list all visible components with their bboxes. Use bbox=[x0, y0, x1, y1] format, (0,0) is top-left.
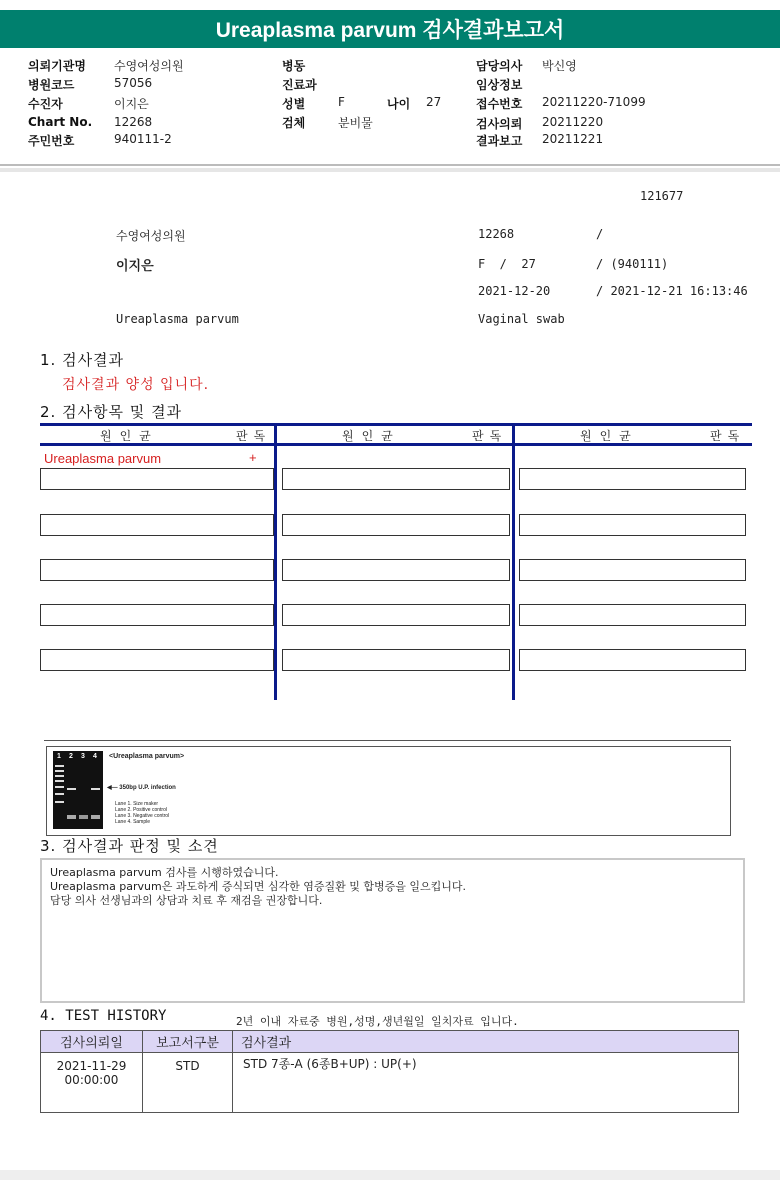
gel-band bbox=[55, 775, 64, 777]
chart-no: 12268 bbox=[114, 115, 153, 129]
gel-lane-number: 4 bbox=[93, 753, 97, 760]
gel-lane-number: 1 bbox=[57, 753, 61, 760]
sex-label: 성별 bbox=[282, 97, 306, 111]
gel-electrophoresis-image bbox=[53, 751, 103, 829]
ward-label: 병동 bbox=[282, 59, 306, 73]
grid-top-rule bbox=[40, 423, 752, 426]
report-code: 121677 bbox=[640, 189, 684, 203]
sex-value: F bbox=[338, 95, 345, 109]
history-header-type: 보고서구분 bbox=[143, 1031, 233, 1053]
gel-band bbox=[55, 801, 64, 803]
info-date-report: / 2021-12-21 16:13:46 bbox=[596, 284, 748, 298]
gel-band bbox=[67, 788, 76, 790]
gel-divider bbox=[44, 740, 731, 741]
resident-no-label: 주민번호 bbox=[28, 134, 75, 148]
section3-title: 3. 검사결과 판정 및 소견 bbox=[40, 837, 219, 855]
hospital-name: 수영여성의원 bbox=[114, 59, 184, 73]
report-label: 결과보고 bbox=[476, 134, 523, 148]
specimen-label: 검체 bbox=[282, 116, 306, 130]
request-label: 검사의뢰 bbox=[476, 117, 523, 131]
result-judgement: + bbox=[249, 450, 257, 465]
gel-band bbox=[91, 788, 100, 790]
result-cell bbox=[40, 559, 274, 581]
result-cell bbox=[519, 514, 746, 536]
age-label: 나이 bbox=[387, 97, 411, 111]
history-type: STD bbox=[143, 1053, 233, 1113]
section4-title: 4. TEST HISTORY bbox=[40, 1008, 167, 1024]
result-cell bbox=[519, 468, 746, 490]
history-note: 2년 이내 자료중 병원,성명,생년월일 일치자료 입니다. bbox=[236, 1015, 519, 1028]
gel-legend-item: Lane 1. Size maker bbox=[115, 801, 159, 807]
report-header bbox=[0, 48, 780, 166]
result-cell bbox=[519, 559, 746, 581]
info-patient: 이지은 bbox=[116, 259, 154, 274]
gel-band bbox=[55, 780, 64, 782]
result-cell bbox=[282, 649, 510, 671]
grid-header-rule bbox=[40, 443, 752, 446]
result-cell bbox=[282, 559, 510, 581]
history-time: 00:00:00 bbox=[64, 1073, 119, 1087]
info-test-name: Ureaplasma parvum bbox=[116, 312, 239, 326]
gel-band bbox=[55, 770, 64, 772]
info-chart: 12268 bbox=[478, 227, 515, 241]
age-value: 27 bbox=[426, 95, 442, 109]
result-cell bbox=[40, 649, 274, 671]
opinion-line: Ureaplasma parvum은 과도하게 증식되면 심각한 염증질환 및 합병증을 일으킵니다. bbox=[50, 880, 466, 893]
gel-legend-item: Lane 2. Positive control bbox=[115, 807, 167, 813]
result-cell bbox=[282, 514, 510, 536]
chart-no-label: Chart No. bbox=[28, 115, 93, 129]
specimen-value: 분비물 bbox=[338, 116, 373, 130]
report-date: 20211221 bbox=[542, 132, 604, 146]
info-specimen: Vaginal swab bbox=[478, 312, 565, 326]
info-sex-age: F / 27 bbox=[478, 257, 536, 271]
col-header-judge: 판독 bbox=[472, 429, 508, 443]
col-header-organism: 원인균 bbox=[580, 429, 639, 443]
gel-band bbox=[55, 786, 64, 788]
history-date: 2021-11-29 bbox=[56, 1059, 127, 1073]
doctor-name: 박신영 bbox=[542, 59, 577, 73]
column-separator bbox=[274, 423, 277, 700]
gel-figure bbox=[46, 746, 731, 836]
gel-band bbox=[55, 765, 64, 767]
result-cell bbox=[282, 468, 510, 490]
patient-label: 수진자 bbox=[28, 97, 63, 111]
result-organism: Ureaplasma parvum bbox=[44, 451, 162, 466]
col-header-organism: 원인균 bbox=[342, 429, 401, 443]
history-result: STD 7종-A (6종B+UP) : UP(+) bbox=[233, 1053, 739, 1113]
result-positive-message: 검사결과 양성 입니다. bbox=[62, 377, 210, 393]
request-date: 20211220 bbox=[542, 115, 604, 129]
resident-no: 940111-2 bbox=[114, 132, 172, 146]
gel-band bbox=[55, 793, 64, 795]
result-cell bbox=[282, 604, 510, 626]
history-header-result: 검사결과 bbox=[233, 1031, 739, 1053]
hospital-name-label: 의뢰기관명 bbox=[28, 59, 86, 73]
info-birth: / (940111) bbox=[596, 257, 669, 271]
column-separator bbox=[512, 423, 515, 700]
hospital-code: 57056 bbox=[114, 76, 153, 90]
gel-legend-item: Lane 4. Sample bbox=[115, 819, 151, 825]
table-row bbox=[41, 1053, 739, 1113]
col-header-organism: 원인균 bbox=[100, 429, 159, 443]
patient-name: 이지은 bbox=[114, 97, 149, 111]
col-header-judge: 판독 bbox=[236, 429, 272, 443]
gel-legend-item: Lane 3. Negative control bbox=[115, 813, 170, 819]
history-date-cell bbox=[41, 1053, 143, 1113]
dept-label: 진료과 bbox=[282, 78, 317, 92]
opinion-line: 담당 의사 선생님과의 상담과 치료 후 재검을 권장합니다. bbox=[50, 894, 323, 907]
section1-title: 1. 검사결과 bbox=[40, 351, 125, 369]
hospital-code-label: 병원코드 bbox=[28, 78, 75, 92]
gel-band-annotation: ◀— 350bp U.P. infection bbox=[107, 785, 176, 791]
gel-title: <Ureaplasma parvum> bbox=[109, 753, 185, 760]
info-slash: / bbox=[596, 227, 604, 241]
footer-band bbox=[0, 1170, 780, 1180]
result-cell bbox=[40, 604, 274, 626]
header-divider bbox=[0, 168, 780, 172]
reception-no: 20211220-71099 bbox=[542, 95, 646, 109]
info-hospital: 수영여성의원 bbox=[116, 229, 186, 243]
opinion-box bbox=[40, 858, 745, 1003]
result-cell bbox=[519, 649, 746, 671]
gel-band bbox=[67, 815, 76, 819]
result-cell bbox=[40, 468, 274, 490]
section2-title: 2. 검사항목 및 결과 bbox=[40, 403, 183, 421]
gel-band bbox=[79, 815, 88, 819]
gel-lane-number: 3 bbox=[81, 753, 85, 760]
doctor-label: 담당의사 bbox=[476, 59, 523, 73]
history-table bbox=[40, 1030, 739, 1113]
opinion-line: Ureaplasma parvum 검사를 시행하였습니다. bbox=[50, 866, 279, 879]
gel-band bbox=[91, 815, 100, 819]
report-title: Ureaplasma parvum 검사결과보고서 bbox=[0, 10, 780, 48]
info-date-request: 2021-12-20 bbox=[478, 284, 551, 298]
gel-lane-number: 2 bbox=[69, 753, 73, 760]
result-cell bbox=[40, 514, 274, 536]
history-header-date: 검사의뢰일 bbox=[41, 1031, 143, 1053]
col-header-judge: 판독 bbox=[710, 429, 746, 443]
result-cell bbox=[519, 604, 746, 626]
clinical-label: 임상정보 bbox=[476, 78, 523, 92]
reception-label: 접수번호 bbox=[476, 97, 523, 111]
